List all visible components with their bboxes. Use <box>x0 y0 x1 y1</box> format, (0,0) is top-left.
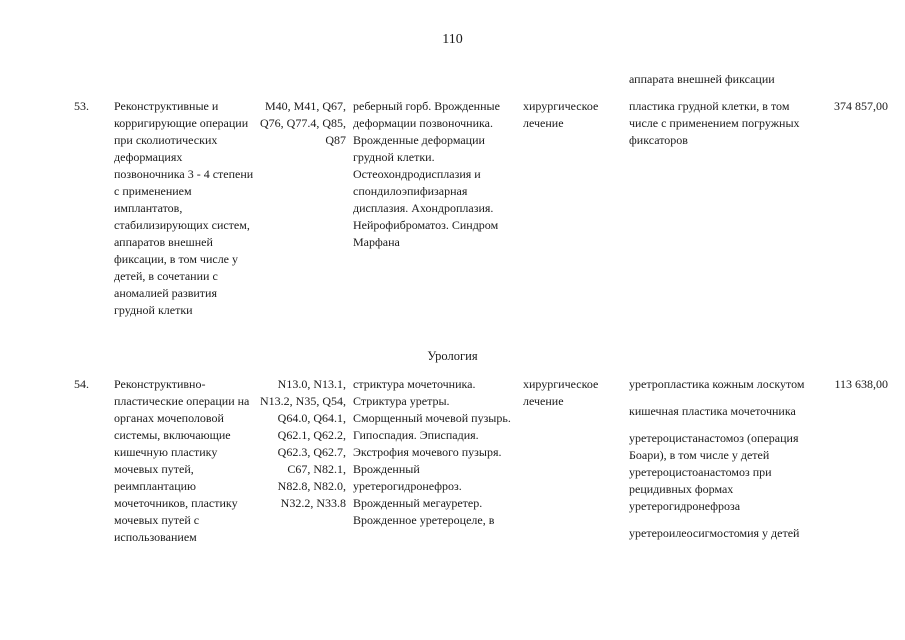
icd-codes: M40, M41, Q67, Q76, Q77.4, Q85, Q87 <box>260 99 346 147</box>
treatment-type: хирургическое лечение <box>523 99 599 130</box>
row-number: 54. <box>74 377 89 391</box>
page-number: 110 <box>442 32 463 47</box>
price: 113 638,00 <box>834 377 888 391</box>
procedure-name: Реконструктивные и корригирующие операции при сколиотических деформациях позвоночника 3 - 4 степени с применением имплантатов, стабилизирующих систем, аппаратов внешней фиксации, в том числе у детей, в сочетании с аномалией развития грудной клетки <box>114 99 254 317</box>
carry-over-method: аппарата внешней фиксации <box>629 72 775 86</box>
treatment-method: пластика грудной клетки, в том числе с применением погружных фиксаторов <box>629 99 800 147</box>
price: 374 857,00 <box>834 99 888 113</box>
diagnosis: стриктура мочеточника. Стриктура уретры. Сморщенный мочевой пузырь. Гипоспадия. Эписпадия. Экстрофия мочевого пузыря. Врожденный уретерогидронефроз. Врожденный мегауретер. Врожденное уретероцеле, в <box>353 377 511 527</box>
icd-codes: N13.0, N13.1, N13.2, N35, Q54, Q64.0, Q64.1, Q62.1, Q62.2, Q62.3, Q62.7, C67, N82.1, N82.8, N82.0, N32.2, N33.8 <box>260 377 346 510</box>
section-title: Урология <box>427 349 478 363</box>
treatment-methods <box>629 376 821 552</box>
treatment-method: уретероилеосигмостомия у детей <box>629 526 800 540</box>
procedure-name: Реконструктивно-пластические операции на органах мочеполовой системы, включающие кишечную пластику мочевых путей, реимплантацию мочеточников, пластику мочевых путей с использованием <box>114 377 250 544</box>
treatment-method: кишечная пластика мочеточника <box>629 404 796 418</box>
row-number: 53. <box>74 99 89 113</box>
treatment-method: уретропластика кожным лоскутом <box>629 377 805 391</box>
diagnosis: реберный горб. Врожденные деформации позвоночника. Врожденные деформации грудной клетки. Остеохондродисплазия и спондилоэпифизарная дисплазия. Ахондроплазия. Нейрофиброматоз. Синдром Марфана <box>353 99 500 249</box>
treatment-type: хирургическое лечение <box>523 377 599 408</box>
treatment-method: уретероцистанастомоз (операция Боари), в том числе у детей уретероцистоанастомоз при рецидивных формах уретерогидронефроза <box>629 431 799 513</box>
